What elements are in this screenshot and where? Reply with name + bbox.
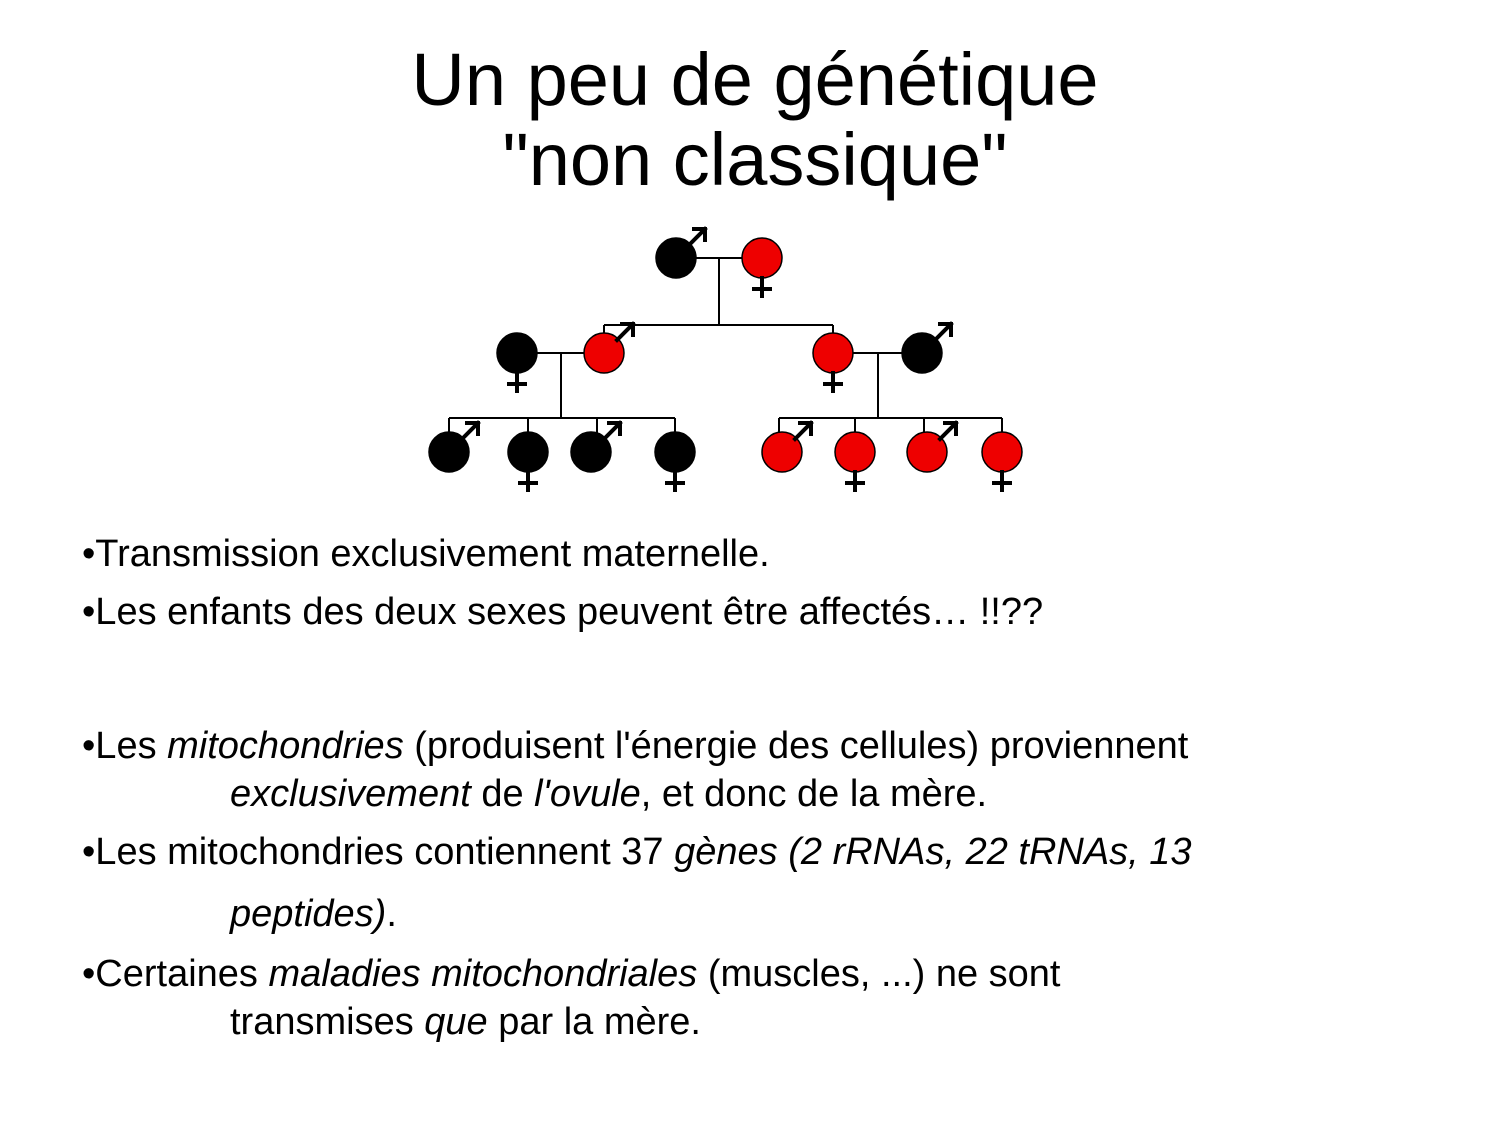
bullet-3: [82, 722, 1188, 770]
person-female-affected: [982, 432, 1022, 490]
person-female-affected: [813, 333, 853, 391]
bullet-5-italic-maladies: maladies mitochondriales: [268, 953, 698, 995]
female-symbol-icon: [667, 472, 683, 490]
bullet-4: [82, 828, 1192, 876]
bullet-4-text-d: .: [386, 893, 397, 935]
person-circle: [742, 238, 782, 278]
male-symbol-icon: [689, 229, 705, 245]
title-line-1: Un peu de génétique: [411, 38, 1099, 121]
bullet-5-continuation: [230, 998, 701, 1046]
bullet-3-text-e: de: [470, 773, 535, 815]
person-circle: [835, 432, 875, 472]
person-female-affected: [742, 238, 782, 296]
male-symbol-icon: [935, 324, 951, 340]
title-line-2: "non classique": [502, 118, 1008, 201]
bullet-3-italic-mitochondries: mitochondries: [167, 725, 404, 767]
bullet-5-text-c: (muscles, ...) ne sont: [697, 953, 1061, 995]
female-symbol-icon: [754, 278, 770, 296]
person-male-affected: [907, 423, 956, 472]
male-symbol-icon: [462, 423, 478, 439]
bullet-3-continuation: [230, 770, 987, 818]
bullet-5-italic-que: que: [424, 1001, 488, 1043]
bullet-3-text-c: (produisent l'énergie des cellules) proviennent: [403, 725, 1189, 767]
bullet-4-italic-peptides: peptides): [230, 893, 387, 935]
bullet-3-text-g: , et donc de la mère.: [640, 773, 988, 815]
female-symbol-icon: [520, 472, 536, 490]
bullet-5-text-f: par la mère.: [487, 1001, 701, 1043]
person-male-unaffected: [902, 324, 951, 373]
person-circle: [813, 333, 853, 373]
person-female-unaffected: [508, 432, 548, 490]
person-male-unaffected: [571, 423, 620, 472]
male-symbol-icon: [604, 423, 620, 439]
female-symbol-icon: [509, 373, 525, 391]
person-circle: [982, 432, 1022, 472]
person-female-unaffected: [497, 333, 537, 391]
bullet-5-text-d: transmises: [230, 1001, 425, 1043]
bullet-2: •Les enfants des deux sexes peuvent être affectés… !!??: [82, 591, 1044, 633]
bullet-4-continuation: [230, 890, 397, 938]
male-symbol-icon: [795, 423, 811, 439]
person-circle: [497, 333, 537, 373]
person-female-unaffected: [655, 432, 695, 490]
person-circle: [655, 432, 695, 472]
bullet-3-text-a: •Les: [82, 725, 168, 767]
bullet-4-italic-genes: gènes (2 rRNAs, 22 tRNAs, 13: [674, 831, 1192, 873]
male-symbol-icon: [617, 324, 633, 340]
pedigree-people: [429, 229, 1022, 490]
person-female-affected: [835, 432, 875, 490]
bullet-3-italic-exclusivement: exclusivement: [230, 773, 471, 815]
person-male-affected: [762, 423, 811, 472]
bullet-3-italic-ovule: l'ovule: [534, 773, 641, 815]
bullet-5: [82, 950, 1061, 998]
male-symbol-icon: [940, 423, 956, 439]
person-male-unaffected: [429, 423, 478, 472]
female-symbol-icon: [825, 373, 841, 391]
female-symbol-icon: [994, 472, 1010, 490]
bullet-4-text-a: •Les mitochondries contiennent 37: [82, 831, 675, 873]
person-male-unaffected: [656, 229, 705, 278]
bullet-5-text-a: •Certaines: [82, 953, 269, 995]
bullet-1: •Transmission exclusivement maternelle.: [82, 533, 770, 575]
person-circle: [508, 432, 548, 472]
female-symbol-icon: [847, 472, 863, 490]
person-male-affected: [584, 324, 633, 373]
